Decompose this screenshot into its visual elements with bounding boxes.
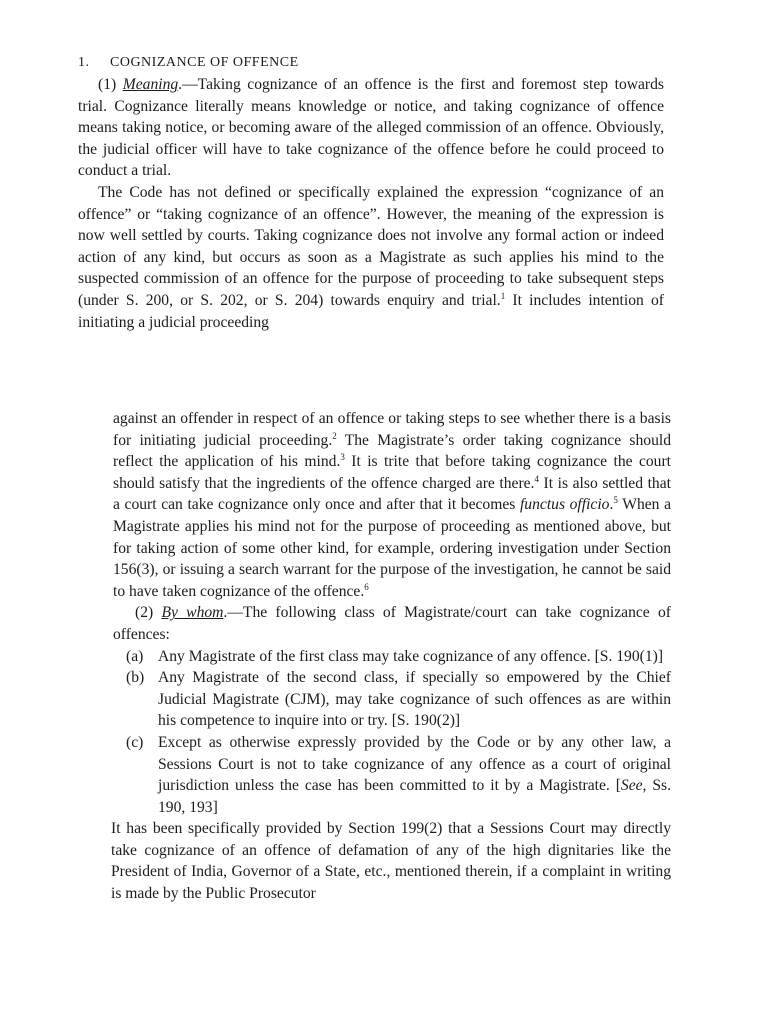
list-marker: (c): [126, 733, 144, 751]
meaning-paragraph: (1) Meaning.—Taking cognizance of an offence is the first and foremost step towards trial. Cognizance literally means knowledge or notice, and taking cognizance of offence means taking notice, or becoming aware of the alleged commission of an offence. Obviously, the judicial officer will have to take cognizance of the offence before he could proceed to conduct a trial.: [78, 76, 664, 180]
magistrate-list: [113, 646, 671, 819]
definition-paragraph: The Code has not defined or specifically explained the expression “cognizance of an offence” or “taking cognizance of an offence”. However, the meaning of the expression is now well settled by courts. Taking cognizance does not involve any formal action or indeed action of any kind, but occurs as soon as a Magistrate as such applies his mind to the suspected commission of an offence for the purpose of proceeding to take subsequent steps (under S. 200, or S. 202, or S. 204) towards enquiry and trial.$^1$ It includes intention of initiating a judicial proceeding: [78, 183, 664, 331]
meaning-term: Meaning: [122, 76, 179, 93]
footnote-marker: 4: [534, 473, 539, 484]
footnote-marker: 5: [613, 495, 618, 506]
list-item: (a) Any Magistrate of the first class may take cognizance of any offence. [S. 190(1)]: [113, 646, 671, 668]
latin-phrase: functus officio: [519, 496, 610, 514]
bottom-page-fragment: [113, 408, 671, 905]
sessions-court-paragraph: It has been specifically provided by Section 199(2) that a Sessions Court may directly take cognizance of an offence of defamation of any of the high dignitaries like the President of India, Governor of a State, etc., mentioned therein, if a complaint in writing is made by the Public Prosecutor: [111, 820, 671, 903]
section-number: 1.: [78, 55, 90, 70]
footnote-marker: 3: [340, 452, 345, 462]
footnote-marker: 6: [364, 581, 369, 592]
section-title: COGNIZANCE OF OFFENCE: [110, 55, 299, 70]
by-whom-term: By whom: [161, 604, 224, 622]
section-heading: [78, 52, 664, 74]
list-item: (b) Any Magistrate of the second class, if specially so empowered by the Chief Judicial Magistrate (CJM), may take cognizance of such offences as are within his competence to inquire into or try. [S. 190(2)]: [126, 669, 671, 730]
by-whom-paragraph: (2) By whom.—The following class of Magistrate/court can take cognizance of offences:: [113, 604, 671, 643]
list-item: (c) Except as otherwise expressly provided by the Code or by any other law, a Sessions Court is not to take cognizance of any offence as a court of original jurisdiction unless the case has been committed to it by a Magistrate. [See, Ss. 190, 193]: [126, 733, 672, 816]
list-marker: (a): [126, 647, 144, 665]
footnote-marker: 2: [332, 430, 337, 441]
footnote-marker: 1: [500, 290, 506, 301]
continuation-paragraph: against an offender in respect of an offence or taking steps to see whether there is a basis for initiating judicial proceeding.$^2$ The Magistrate’s order taking cognizance should reflect the application of his mind.$^3$ It is trite that before taking cognizance the court should satisfy that the ingredients of the offence charged are there.$^4$ It is also settled that a court can take cognizance only once and after that it becomes functus officio.$^5$ When a Magistrate applies his mind not for the purpose of proceeding as mentioned above, but for taking action of some other kind, for example, ordering investigation under Section 156(3), or issuing a search warrant for the purpose of the investigation, he cannot be said to have taken cognizance of the offence.$^6$: [113, 410, 672, 600]
list-marker: (b): [126, 669, 145, 687]
top-page-fragment: [78, 52, 664, 333]
